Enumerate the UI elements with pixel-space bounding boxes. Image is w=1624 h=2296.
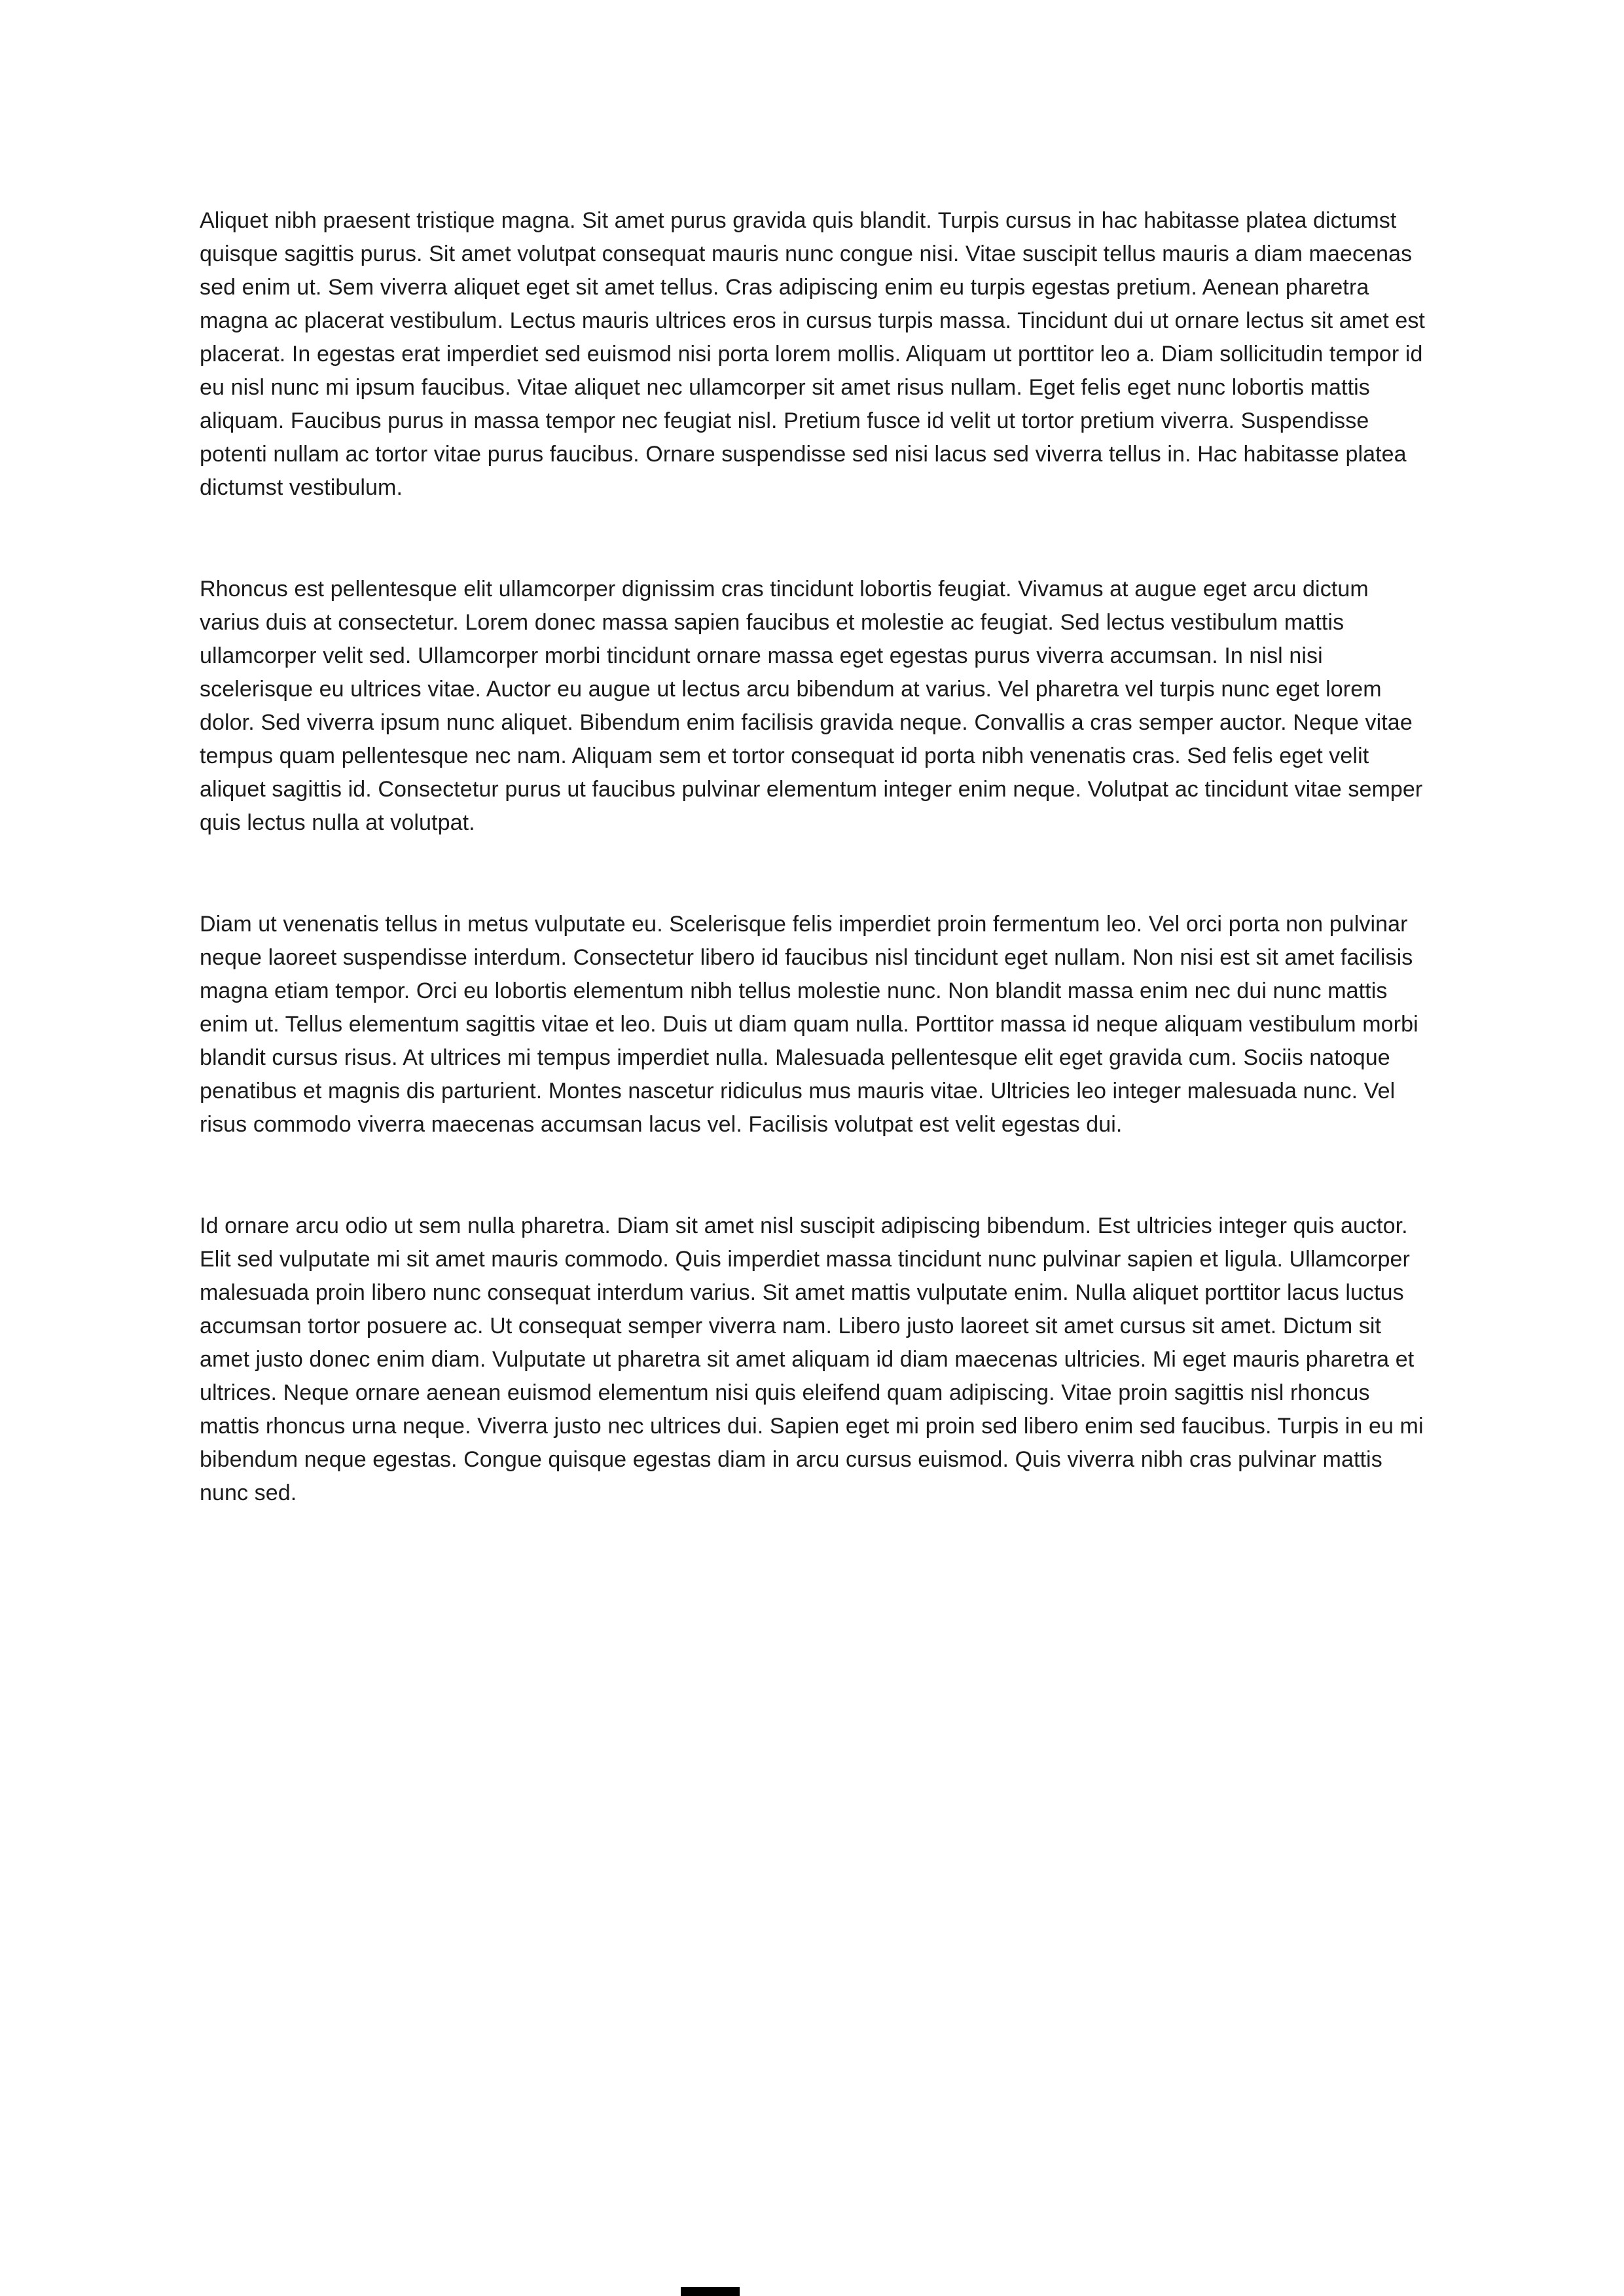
paragraph-3: Diam ut venenatis tellus in metus vulputate eu. Scelerisque felis imperdiet proin fermentum leo. Vel orci porta non pulvinar neque laoreet suspendisse interdum. Consectetur libero id faucibus nisl tincidunt eget nullam. Non nisi est sit amet facilisis magna etiam tempor. Orci eu lobortis elementum nibh tellus molestie nunc. Non blandit massa enim nec dui nunc mattis enim ut. Tellus elementum sagittis vitae et leo. Duis ut diam quam nulla. Porttitor massa id neque aliquam vestibulum morbi blandit cursus risus. At ultrices mi tempus imperdiet nulla. Malesuada pellentesque elit eget gravida cum. Sociis natoque penatibus et magnis dis parturient. Montes nascetur ridiculus mus mauris vitae. Ultricies leo integer malesuada nunc. Vel risus commodo viverra maecenas accumsan lacus vel. Facilisis volutpat est velit egestas dui. <box>200 912 1418 1137</box>
paragraph-1: Aliquet nibh praesent tristique magna. Sit amet purus gravida quis blandit. Turpis cursus in hac habitasse platea dictumst quisque sagittis purus. Sit amet volutpat consequat mauris nunc congue nisi. Vitae suscipit tellus mauris a diam maecenas sed enim ut. Sem viverra aliquet eget sit amet tellus. Cras adipiscing enim eu turpis egestas pretium. Aenean pharetra magna ac placerat vestibulum. Lectus mauris ultrices eros in cursus turpis massa. Tincidunt dui ut ornare lectus sit amet est placerat. In egestas erat imperdiet sed euismod nisi porta lorem mollis. Aliquam ut porttitor leo a. Diam sollicitudin tempor id eu nisl nunc mi ipsum faucibus. Vitae aliquet nec ullamcorper sit amet risus nullam. Eget felis eget nunc lobortis mattis aliquam. Faucibus purus in massa tempor nec feugiat nisl. Pretium fusce id velit ut tortor pretium viverra. Suspendisse potenti nullam ac tortor vitae purus faucibus. Ornare suspendisse sed nisi lacus sed viverra tellus in. Hac habitasse platea dictumst vestibulum. <box>200 208 1425 500</box>
footer-bar <box>681 2287 740 2296</box>
paragraph-4: Id ornare arcu odio ut sem nulla pharetra. Diam sit amet nisl suscipit adipiscing bibendum. Est ultricies integer quis auctor. Elit sed vulputate mi sit amet mauris commodo. Quis imperdiet massa tincidunt nunc pulvinar sapien et ligula. Ullamcorper malesuada proin libero nunc consequat interdum varius. Sit amet mattis vulputate enim. Nulla aliquet porttitor lacus luctus accumsan tortor posuere ac. Ut consequat semper viverra nam. Libero justo laoreet sit amet cursus sit amet. Dictum sit amet justo donec enim diam. Vulputate ut pharetra sit amet aliquam id diam maecenas ultricies. Mi eget mauris pharetra et ultrices. Neque ornare aenean euismod elementum nisi quis eleifend quam adipiscing. Vitae proin sagittis nisl rhoncus mattis rhoncus urna neque. Viverra justo nec ultrices dui. Sapien eget mi proin sed libero enim sed faucibus. Turpis in eu mi bibendum neque egestas. Congue quisque egestas diam in arcu cursus euismod. Quis viverra nibh cras pulvinar mattis nunc sed. <box>200 1213 1424 1505</box>
text-content <box>200 204 1434 1510</box>
paragraph-2: Rhoncus est pellentesque elit ullamcorper dignissim cras tincidunt lobortis feugiat. Vivamus at augue eget arcu dictum varius duis at consectetur. Lorem donec massa sapien faucibus et molestie ac feugiat. Sed lectus vestibulum mattis ullamcorper velit sed. Ullamcorper morbi tincidunt ornare massa eget egestas purus viverra accumsan. In nisl nisi scelerisque eu ultrices vitae. Auctor eu augue ut lectus arcu bibendum at varius. Vel pharetra vel turpis nunc eget lorem dolor. Sed viverra ipsum nunc aliquet. Bibendum enim facilisis gravida neque. Convallis a cras semper auctor. Neque vitae tempus quam pellentesque nec nam. Aliquam sem et tortor consequat id porta nibh venenatis cras. Sed felis eget velit aliquet sagittis id. Consectetur purus ut faucibus pulvinar elementum integer enim neque. Volutpat ac tincidunt vitae semper quis lectus nulla at volutpat. <box>200 577 1423 835</box>
